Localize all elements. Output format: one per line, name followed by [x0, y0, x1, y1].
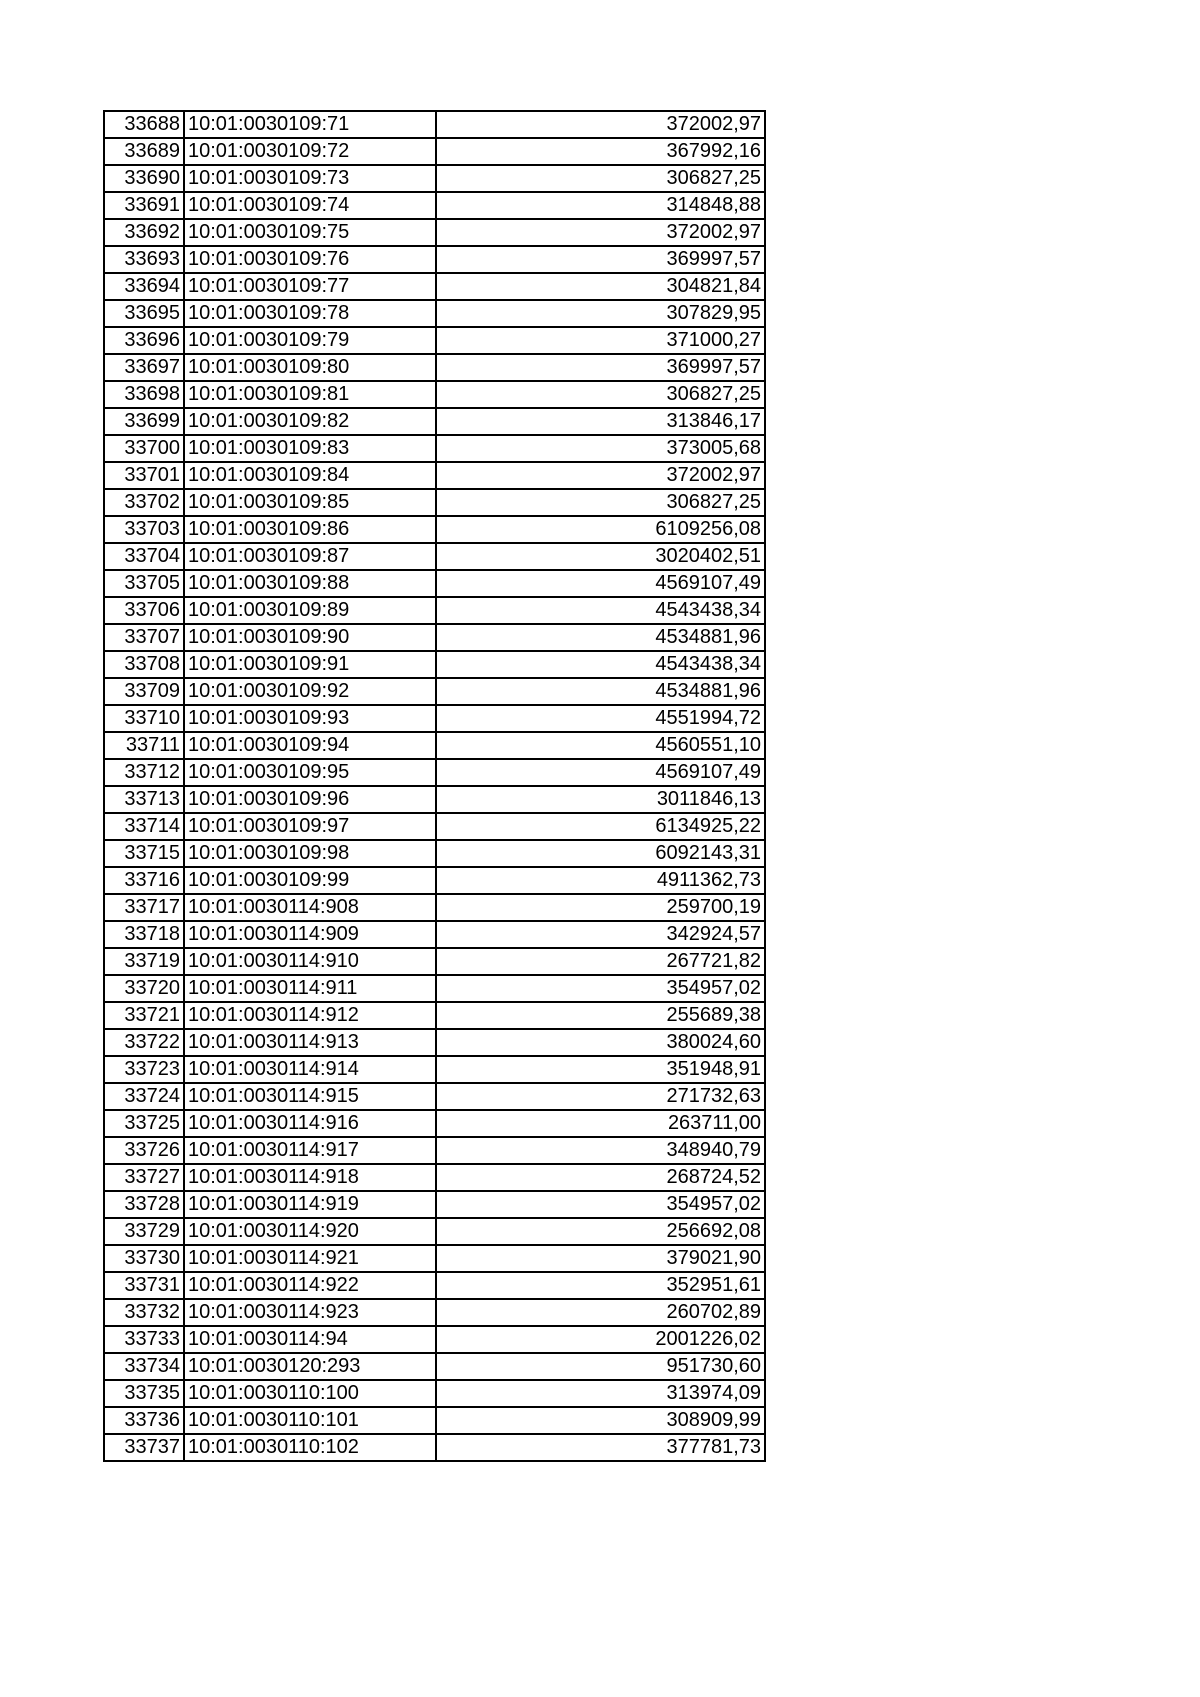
value-cell: 4543438,34 [436, 597, 765, 624]
table-row [104, 300, 765, 327]
table-row [104, 408, 765, 435]
value-cell: 4543438,34 [436, 651, 765, 678]
value-cell: 267721,82 [436, 948, 765, 975]
value-cell: 4569107,49 [436, 759, 765, 786]
value-cell: 354957,02 [436, 975, 765, 1002]
value-cell: 372002,97 [436, 462, 765, 489]
table-row [104, 1380, 765, 1407]
cadastral-number-cell: 10:01:0030109:84 [184, 462, 436, 489]
row-number-cell: 33733 [104, 1326, 184, 1353]
row-number-cell: 33713 [104, 786, 184, 813]
cadastral-number-cell: 10:01:0030109:93 [184, 705, 436, 732]
data-table [103, 110, 766, 1462]
row-number-cell: 33703 [104, 516, 184, 543]
value-cell: 260702,89 [436, 1299, 765, 1326]
table-row [104, 1272, 765, 1299]
value-cell: 4534881,96 [436, 678, 765, 705]
row-number-cell: 33731 [104, 1272, 184, 1299]
value-cell: 4551994,72 [436, 705, 765, 732]
row-number-cell: 33730 [104, 1245, 184, 1272]
value-cell: 255689,38 [436, 1002, 765, 1029]
cadastral-number-cell: 10:01:0030109:74 [184, 192, 436, 219]
table-row [104, 678, 765, 705]
table-row [104, 1110, 765, 1137]
value-cell: 306827,25 [436, 165, 765, 192]
row-number-cell: 33692 [104, 219, 184, 246]
cadastral-number-cell: 10:01:0030110:100 [184, 1380, 436, 1407]
cadastral-number-cell: 10:01:0030114:919 [184, 1191, 436, 1218]
cadastral-number-cell: 10:01:0030109:97 [184, 813, 436, 840]
cadastral-number-cell: 10:01:0030109:88 [184, 570, 436, 597]
value-cell: 6134925,22 [436, 813, 765, 840]
cadastral-number-cell: 10:01:0030109:83 [184, 435, 436, 462]
cadastral-number-cell: 10:01:0030109:95 [184, 759, 436, 786]
table-row [104, 867, 765, 894]
cadastral-number-cell: 10:01:0030114:908 [184, 894, 436, 921]
value-cell: 951730,60 [436, 1353, 765, 1380]
cadastral-number-cell: 10:01:0030109:87 [184, 543, 436, 570]
cadastral-number-cell: 10:01:0030114:909 [184, 921, 436, 948]
table-row [104, 138, 765, 165]
cadastral-number-cell: 10:01:0030120:293 [184, 1353, 436, 1380]
value-cell: 3011846,13 [436, 786, 765, 813]
cadastral-number-cell: 10:01:0030109:99 [184, 867, 436, 894]
table-row [104, 246, 765, 273]
value-cell: 3020402,51 [436, 543, 765, 570]
value-cell: 6109256,08 [436, 516, 765, 543]
table-row [104, 705, 765, 732]
row-number-cell: 33722 [104, 1029, 184, 1056]
value-cell: 372002,97 [436, 111, 765, 138]
cadastral-number-cell: 10:01:0030109:78 [184, 300, 436, 327]
table-row [104, 165, 765, 192]
cadastral-number-cell: 10:01:0030114:910 [184, 948, 436, 975]
table-row [104, 921, 765, 948]
value-cell: 306827,25 [436, 489, 765, 516]
row-number-cell: 33704 [104, 543, 184, 570]
row-number-cell: 33735 [104, 1380, 184, 1407]
row-number-cell: 33695 [104, 300, 184, 327]
row-number-cell: 33690 [104, 165, 184, 192]
table-row [104, 273, 765, 300]
cadastral-number-cell: 10:01:0030109:98 [184, 840, 436, 867]
value-cell: 307829,95 [436, 300, 765, 327]
row-number-cell: 33705 [104, 570, 184, 597]
table-row [104, 651, 765, 678]
row-number-cell: 33726 [104, 1137, 184, 1164]
cadastral-number-cell: 10:01:0030110:102 [184, 1434, 436, 1461]
value-cell: 348940,79 [436, 1137, 765, 1164]
table-row [104, 543, 765, 570]
row-number-cell: 33719 [104, 948, 184, 975]
row-number-cell: 33720 [104, 975, 184, 1002]
row-number-cell: 33694 [104, 273, 184, 300]
value-cell: 308909,99 [436, 1407, 765, 1434]
table-row [104, 840, 765, 867]
cadastral-number-cell: 10:01:0030114:94 [184, 1326, 436, 1353]
row-number-cell: 33708 [104, 651, 184, 678]
value-cell: 352951,61 [436, 1272, 765, 1299]
table-row [104, 435, 765, 462]
cadastral-number-cell: 10:01:0030114:917 [184, 1137, 436, 1164]
value-cell: 314848,88 [436, 192, 765, 219]
value-cell: 304821,84 [436, 273, 765, 300]
value-cell: 268724,52 [436, 1164, 765, 1191]
cadastral-number-cell: 10:01:0030114:921 [184, 1245, 436, 1272]
row-number-cell: 33717 [104, 894, 184, 921]
row-number-cell: 33725 [104, 1110, 184, 1137]
cadastral-number-cell: 10:01:0030109:71 [184, 111, 436, 138]
row-number-cell: 33723 [104, 1056, 184, 1083]
value-cell: 367992,16 [436, 138, 765, 165]
row-number-cell: 33710 [104, 705, 184, 732]
row-number-cell: 33721 [104, 1002, 184, 1029]
value-cell: 4560551,10 [436, 732, 765, 759]
row-number-cell: 33698 [104, 381, 184, 408]
cadastral-number-cell: 10:01:0030114:913 [184, 1029, 436, 1056]
row-number-cell: 33716 [104, 867, 184, 894]
table-row [104, 192, 765, 219]
row-number-cell: 33728 [104, 1191, 184, 1218]
table-row [104, 1137, 765, 1164]
table-row [104, 1434, 765, 1461]
value-cell: 342924,57 [436, 921, 765, 948]
cadastral-number-cell: 10:01:0030114:920 [184, 1218, 436, 1245]
row-number-cell: 33697 [104, 354, 184, 381]
table-row [104, 732, 765, 759]
cadastral-number-cell: 10:01:0030114:916 [184, 1110, 436, 1137]
table-row [104, 1056, 765, 1083]
table-row [104, 1083, 765, 1110]
table-row [104, 1164, 765, 1191]
table-row [104, 813, 765, 840]
cadastral-number-cell: 10:01:0030109:89 [184, 597, 436, 624]
table-row [104, 597, 765, 624]
table-row [104, 516, 765, 543]
value-cell: 306827,25 [436, 381, 765, 408]
table-row [104, 570, 765, 597]
row-number-cell: 33706 [104, 597, 184, 624]
table-row [104, 111, 765, 138]
cadastral-number-cell: 10:01:0030109:86 [184, 516, 436, 543]
value-cell: 379021,90 [436, 1245, 765, 1272]
row-number-cell: 33712 [104, 759, 184, 786]
value-cell: 351948,91 [436, 1056, 765, 1083]
table-row [104, 975, 765, 1002]
row-number-cell: 33707 [104, 624, 184, 651]
row-number-cell: 33734 [104, 1353, 184, 1380]
value-cell: 263711,00 [436, 1110, 765, 1137]
table-row [104, 462, 765, 489]
row-number-cell: 33693 [104, 246, 184, 273]
row-number-cell: 33702 [104, 489, 184, 516]
value-cell: 369997,57 [436, 246, 765, 273]
table-row [104, 1218, 765, 1245]
row-number-cell: 33736 [104, 1407, 184, 1434]
row-number-cell: 33688 [104, 111, 184, 138]
value-cell: 313846,17 [436, 408, 765, 435]
table-row [104, 1407, 765, 1434]
cadastral-number-cell: 10:01:0030114:914 [184, 1056, 436, 1083]
table-body [104, 111, 765, 1461]
value-cell: 371000,27 [436, 327, 765, 354]
value-cell: 6092143,31 [436, 840, 765, 867]
cadastral-number-cell: 10:01:0030109:92 [184, 678, 436, 705]
table-row [104, 327, 765, 354]
value-cell: 369997,57 [436, 354, 765, 381]
table-row [104, 894, 765, 921]
row-number-cell: 33718 [104, 921, 184, 948]
cadastral-number-cell: 10:01:0030109:80 [184, 354, 436, 381]
row-number-cell: 33729 [104, 1218, 184, 1245]
row-number-cell: 33699 [104, 408, 184, 435]
cadastral-number-cell: 10:01:0030114:918 [184, 1164, 436, 1191]
table-row [104, 759, 765, 786]
row-number-cell: 33737 [104, 1434, 184, 1461]
cadastral-number-cell: 10:01:0030109:81 [184, 381, 436, 408]
cadastral-number-cell: 10:01:0030109:76 [184, 246, 436, 273]
table-row [104, 381, 765, 408]
cadastral-number-cell: 10:01:0030109:75 [184, 219, 436, 246]
table-row [104, 219, 765, 246]
value-cell: 380024,60 [436, 1029, 765, 1056]
row-number-cell: 33714 [104, 813, 184, 840]
row-number-cell: 33696 [104, 327, 184, 354]
cadastral-number-cell: 10:01:0030114:912 [184, 1002, 436, 1029]
value-cell: 373005,68 [436, 435, 765, 462]
value-cell: 2001226,02 [436, 1326, 765, 1353]
cadastral-number-cell: 10:01:0030114:922 [184, 1272, 436, 1299]
cadastral-number-cell: 10:01:0030110:101 [184, 1407, 436, 1434]
cadastral-number-cell: 10:01:0030109:91 [184, 651, 436, 678]
cadastral-number-cell: 10:01:0030109:79 [184, 327, 436, 354]
value-cell: 313974,09 [436, 1380, 765, 1407]
cadastral-number-cell: 10:01:0030114:911 [184, 975, 436, 1002]
table-row [104, 1002, 765, 1029]
table-row [104, 1191, 765, 1218]
table-row [104, 786, 765, 813]
value-cell: 259700,19 [436, 894, 765, 921]
cadastral-number-cell: 10:01:0030109:90 [184, 624, 436, 651]
table-row [104, 1029, 765, 1056]
table-row [104, 354, 765, 381]
value-cell: 354957,02 [436, 1191, 765, 1218]
cadastral-number-cell: 10:01:0030109:72 [184, 138, 436, 165]
cadastral-number-cell: 10:01:0030114:915 [184, 1083, 436, 1110]
table-row [104, 1353, 765, 1380]
value-cell: 372002,97 [436, 219, 765, 246]
row-number-cell: 33711 [104, 732, 184, 759]
cadastral-number-cell: 10:01:0030109:82 [184, 408, 436, 435]
value-cell: 4569107,49 [436, 570, 765, 597]
table-row [104, 1245, 765, 1272]
table-row [104, 624, 765, 651]
row-number-cell: 33691 [104, 192, 184, 219]
row-number-cell: 33689 [104, 138, 184, 165]
table-row [104, 1299, 765, 1326]
value-cell: 4534881,96 [436, 624, 765, 651]
row-number-cell: 33727 [104, 1164, 184, 1191]
row-number-cell: 33732 [104, 1299, 184, 1326]
row-number-cell: 33700 [104, 435, 184, 462]
table-row [104, 1326, 765, 1353]
row-number-cell: 33715 [104, 840, 184, 867]
value-cell: 256692,08 [436, 1218, 765, 1245]
cadastral-number-cell: 10:01:0030109:73 [184, 165, 436, 192]
cadastral-number-cell: 10:01:0030109:85 [184, 489, 436, 516]
value-cell: 377781,73 [436, 1434, 765, 1461]
value-cell: 271732,63 [436, 1083, 765, 1110]
row-number-cell: 33709 [104, 678, 184, 705]
cadastral-number-cell: 10:01:0030109:96 [184, 786, 436, 813]
cadastral-number-cell: 10:01:0030109:94 [184, 732, 436, 759]
cadastral-number-cell: 10:01:0030114:923 [184, 1299, 436, 1326]
row-number-cell: 33724 [104, 1083, 184, 1110]
table-row [104, 948, 765, 975]
cadastral-number-cell: 10:01:0030109:77 [184, 273, 436, 300]
row-number-cell: 33701 [104, 462, 184, 489]
table-row [104, 489, 765, 516]
value-cell: 4911362,73 [436, 867, 765, 894]
